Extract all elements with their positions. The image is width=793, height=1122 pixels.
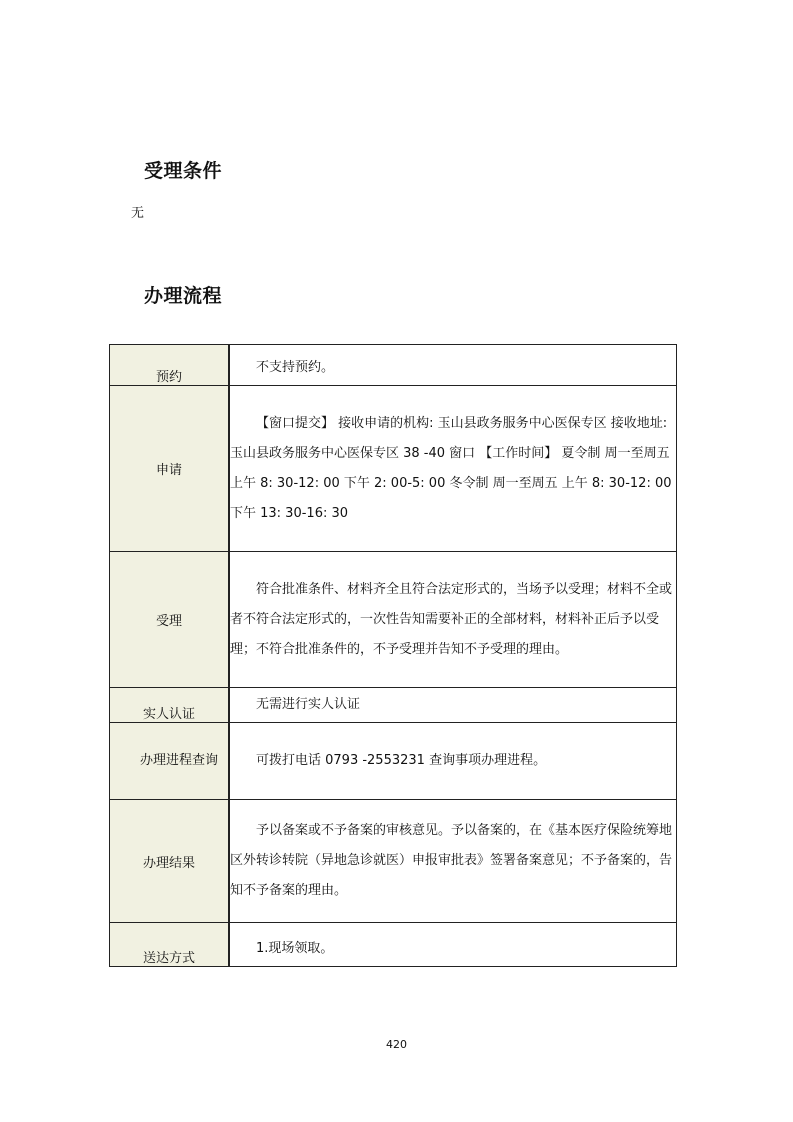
section-heading-process: 办理流程 — [144, 285, 223, 307]
row-content: 符合批准条件、材料齐全且符合法定形式的，当场予以受理；材料不全或者不符合法定形式的，一次性告知需要补正的全部材料，材料补正后予以受理；不符合批准条件的，不予受理并告知不予受理的理由。 — [229, 552, 677, 688]
row-label — [110, 723, 230, 800]
row-content: 予以备案或不予备案的审核意见。予以备案的，在《基本医疗保险统筹地区外转诊转院（异地急诊就医）申报审批表》签署备案意见；不予备案的，告知不予备案的理由。 — [229, 800, 677, 923]
row-label: 申请 — [110, 386, 230, 552]
row-content: 不支持预约。 — [229, 345, 677, 386]
conditions-text: 无 — [131, 206, 145, 221]
row-content: 可拨打电话 0793 -2553231 查询事项办理进程。 — [229, 723, 677, 800]
table-row — [110, 552, 677, 688]
row-content: 无需进行实人认证 — [229, 688, 677, 723]
row-content: 1.现场领取。 — [229, 923, 677, 967]
table-row — [110, 723, 677, 800]
table-row — [110, 688, 677, 723]
table-row — [110, 345, 677, 386]
row-label: 受理 — [110, 552, 230, 688]
row-label: 实人认证 — [110, 688, 230, 723]
table-row — [110, 923, 677, 967]
row-label: 办理结果 — [110, 800, 230, 923]
page-number: 420 — [386, 1038, 407, 1051]
section-heading-conditions: 受理条件 — [144, 160, 223, 182]
row-label: 送达方式 — [110, 923, 230, 967]
table-row — [110, 800, 677, 923]
row-content: 【窗口提交】 接收申请的机构: 玉山县政务服务中心医保专区 接收地址: 玉山县政务服务中心医保专区 38 -40 窗口 【工作时间】 夏令制 周一至周五 上午 8: 30-12: 00 下午 2: 00-5: 00 冬令制 周一至周五 上午 8: 30-12: 00 下午 13: 30-16: 30 — [229, 386, 677, 552]
row-label: 预约 — [110, 345, 230, 386]
row-label-text: 办理进程查询 — [140, 753, 219, 768]
process-table — [109, 344, 677, 967]
table-row — [110, 386, 677, 552]
